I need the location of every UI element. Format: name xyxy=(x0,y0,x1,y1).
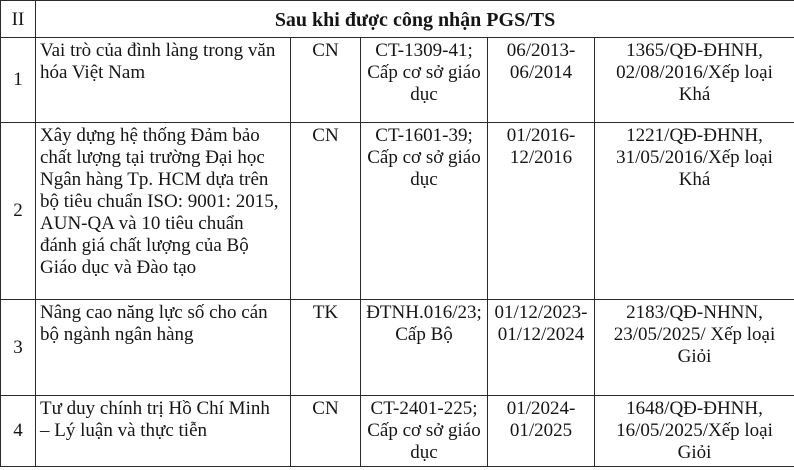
row-number: 3 xyxy=(1,300,36,396)
project-name-line: Ngân hàng Tp. HCM dựa trên xyxy=(40,169,269,190)
project-result-line: 31/05/2016/Xếp loại xyxy=(616,147,773,168)
project-period-line: 01/2016- xyxy=(506,125,576,146)
project-code-line: CT-2401-225; xyxy=(370,398,478,419)
project-period xyxy=(488,38,595,123)
row-number: 1 xyxy=(1,38,36,123)
project-code xyxy=(361,300,488,396)
project-code-line: dục xyxy=(410,169,438,190)
table-body xyxy=(1,38,794,467)
table-row xyxy=(1,300,794,396)
project-code-line: dục xyxy=(410,442,438,463)
project-result xyxy=(595,396,794,467)
project-period xyxy=(488,123,595,300)
project-role: CN xyxy=(291,38,361,123)
project-role: TK xyxy=(291,300,361,396)
project-period-line: 01/2025 xyxy=(509,420,573,441)
project-name-line: đánh giá chất lượng của Bộ xyxy=(40,235,249,256)
project-code-line: ĐTNH.016/23; xyxy=(366,302,482,323)
section-title: Sau khi được công nhận PGS/TS xyxy=(36,1,794,38)
project-name-line: Tư duy chính trị Hồ Chí Minh xyxy=(40,398,270,419)
project-name-line: Vai trò của đình làng trong văn xyxy=(40,40,276,61)
project-role: CN xyxy=(291,123,361,300)
project-period-line: 01/2024- xyxy=(506,398,576,419)
section-header-row xyxy=(1,1,794,38)
project-name-line: bộ tiêu chuẩn ISO: 9001: 2015, xyxy=(40,191,279,212)
project-period-line: 01/12/2024 xyxy=(497,324,585,345)
project-period xyxy=(488,396,595,467)
project-result xyxy=(595,38,794,123)
row-number: 4 xyxy=(1,396,36,467)
table-row xyxy=(1,123,794,300)
project-period-line: 12/2016 xyxy=(509,147,573,168)
project-period-line: 01/12/2023- xyxy=(494,302,588,323)
project-name xyxy=(36,123,291,300)
row-number: 2 xyxy=(1,123,36,300)
project-name-line: – Lý luận và thực tiễn xyxy=(40,420,208,441)
project-period-line: 06/2014 xyxy=(509,62,573,83)
project-name-line: Nâng cao năng lực số cho cán xyxy=(40,302,268,323)
table-row xyxy=(1,38,794,123)
section-number: II xyxy=(1,1,36,38)
project-code xyxy=(361,38,488,123)
project-name xyxy=(36,300,291,396)
project-result-line: Khá xyxy=(678,169,711,190)
project-result xyxy=(595,123,794,300)
project-code-line: CT-1309-41; xyxy=(375,40,473,61)
table-row xyxy=(1,396,794,467)
project-result-line: 02/08/2016/Xếp loại xyxy=(616,62,773,83)
project-name xyxy=(36,38,291,123)
project-name xyxy=(36,396,291,467)
project-name-line: Giáo dục và Đào tạo xyxy=(40,257,197,278)
project-name-line: AUN-QA và 10 tiêu chuẩn xyxy=(40,213,244,234)
project-result-line: 1221/QĐ-ĐHNH, xyxy=(626,125,763,146)
project-code-line: Cấp cơ sở giáo xyxy=(367,62,481,83)
project-result-line: 23/05/2025/ Xếp loại xyxy=(613,324,776,345)
project-name-line: chất lượng tại trường Đại học xyxy=(40,147,265,168)
project-result xyxy=(595,300,794,396)
project-result-line: Giỏi xyxy=(677,442,712,463)
project-name-line: hóa Việt Nam xyxy=(40,62,146,83)
project-code-line: Cấp cơ sở giáo xyxy=(367,147,481,168)
project-code xyxy=(361,396,488,467)
project-code-line: Cấp cơ sở giáo xyxy=(367,420,481,441)
project-code-line: dục xyxy=(410,84,438,105)
project-result-line: 1648/QĐ-ĐHNH, xyxy=(626,398,763,419)
project-code xyxy=(361,123,488,300)
project-result-line: Khá xyxy=(678,84,711,105)
project-role: CN xyxy=(291,396,361,467)
project-name-line: bộ ngành ngân hàng xyxy=(40,324,194,345)
project-period xyxy=(488,300,595,396)
project-result-line: 2183/QĐ-NHNN, xyxy=(626,302,763,323)
project-period-line: 06/2013- xyxy=(506,40,576,61)
project-code-line: CT-1601-39; xyxy=(375,125,473,146)
project-result-line: 1365/QĐ-ĐHNH, xyxy=(626,40,763,61)
project-code-line: Cấp Bộ xyxy=(395,324,453,345)
project-name-line: Xây dựng hệ thống Đảm bảo xyxy=(40,125,260,146)
project-result-line: Giỏi xyxy=(677,346,712,367)
project-result-line: 16/05/2025/Xếp loại xyxy=(616,420,773,441)
